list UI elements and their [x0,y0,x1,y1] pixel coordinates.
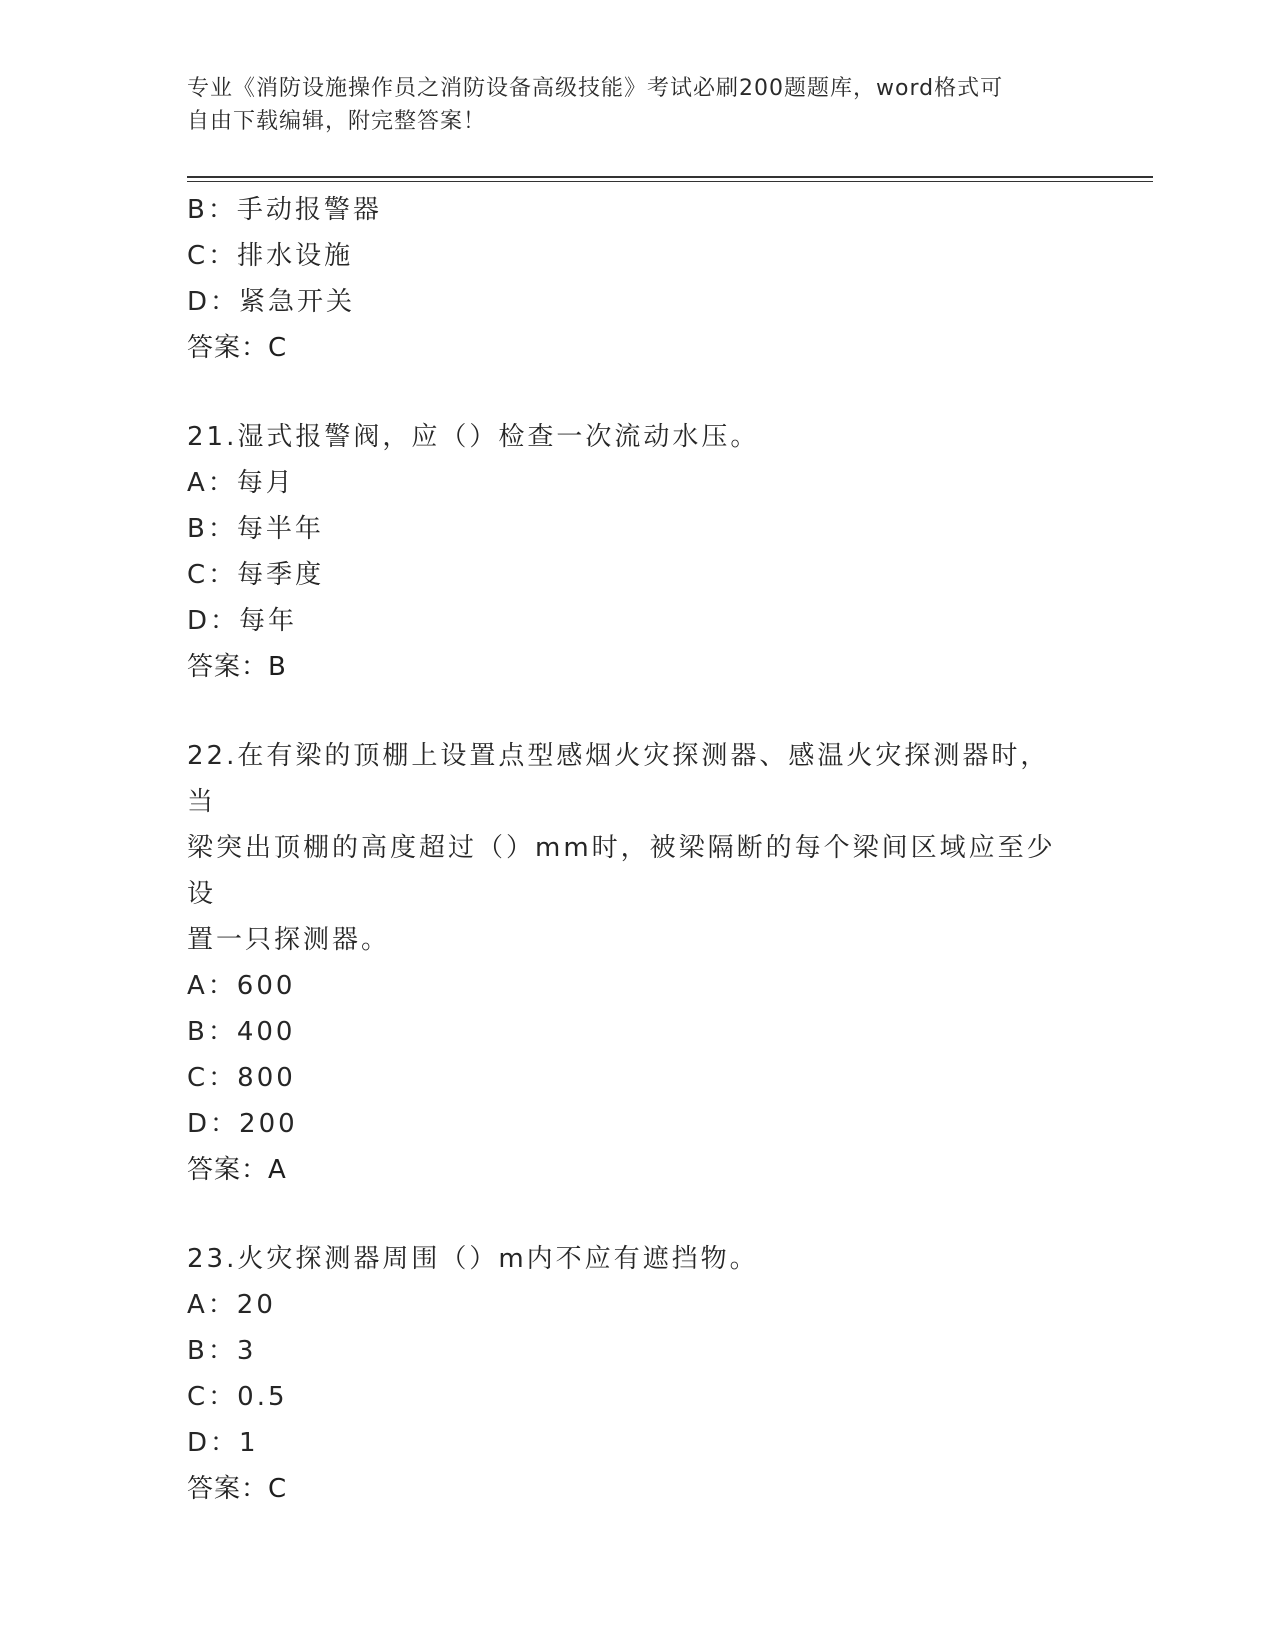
question-stem: 21.湿式报警阀，应（）检查一次流动水压。 [187,422,760,452]
answer-line: 答案：C [187,1474,288,1504]
question-stem-line-1: 22.在有梁的顶棚上设置点型感烟火灾探测器、感温火灾探测器时，当 [187,741,1050,817]
option-b: B：每半年 [187,514,324,544]
document-header [187,72,1087,138]
option-c: C：800 [187,1063,296,1093]
option-b: B：手动报警器 [187,195,382,225]
option-b: B：3 [187,1336,257,1366]
question-23 [187,1236,1087,1512]
option-d: D：1 [187,1428,259,1458]
answer-line: 答案：A [187,1155,287,1185]
option-b: B：400 [187,1017,296,1047]
header-divider-thick [187,176,1153,178]
question-22 [187,733,1087,1193]
option-d: D：每年 [187,606,298,636]
answer-line: 答案：C [187,333,288,363]
question-stem-line-2: 梁突出顶棚的高度超过（）mm时，被梁隔断的每个梁间区域应至少设 [187,833,1056,909]
option-d: D：紧急开关 [187,287,356,317]
header-divider-thin [187,181,1153,182]
option-a: A：20 [187,1290,276,1320]
option-c: C：每季度 [187,560,325,590]
question-21 [187,414,1087,690]
question-stem-line-3: 置一只探测器。 [187,925,391,955]
option-a: A：每月 [187,468,295,498]
question-list [187,187,1087,1512]
question-stem: 23.火灾探测器周围（）m内不应有遮挡物。 [187,1244,759,1274]
header-line-2: 自由下载编辑，附完整答案！ [187,109,487,134]
answer-line: 答案：B [187,652,287,682]
option-d: D：200 [187,1109,298,1139]
header-line-1: 专业《消防设施操作员之消防设备高级技能》考试必刷200题题库，word格式可 [187,76,1004,101]
option-c: C：排水设施 [187,241,354,271]
question-20-tail [187,187,1087,371]
option-c: C：0.5 [187,1382,288,1412]
option-a: A：600 [187,971,296,1001]
